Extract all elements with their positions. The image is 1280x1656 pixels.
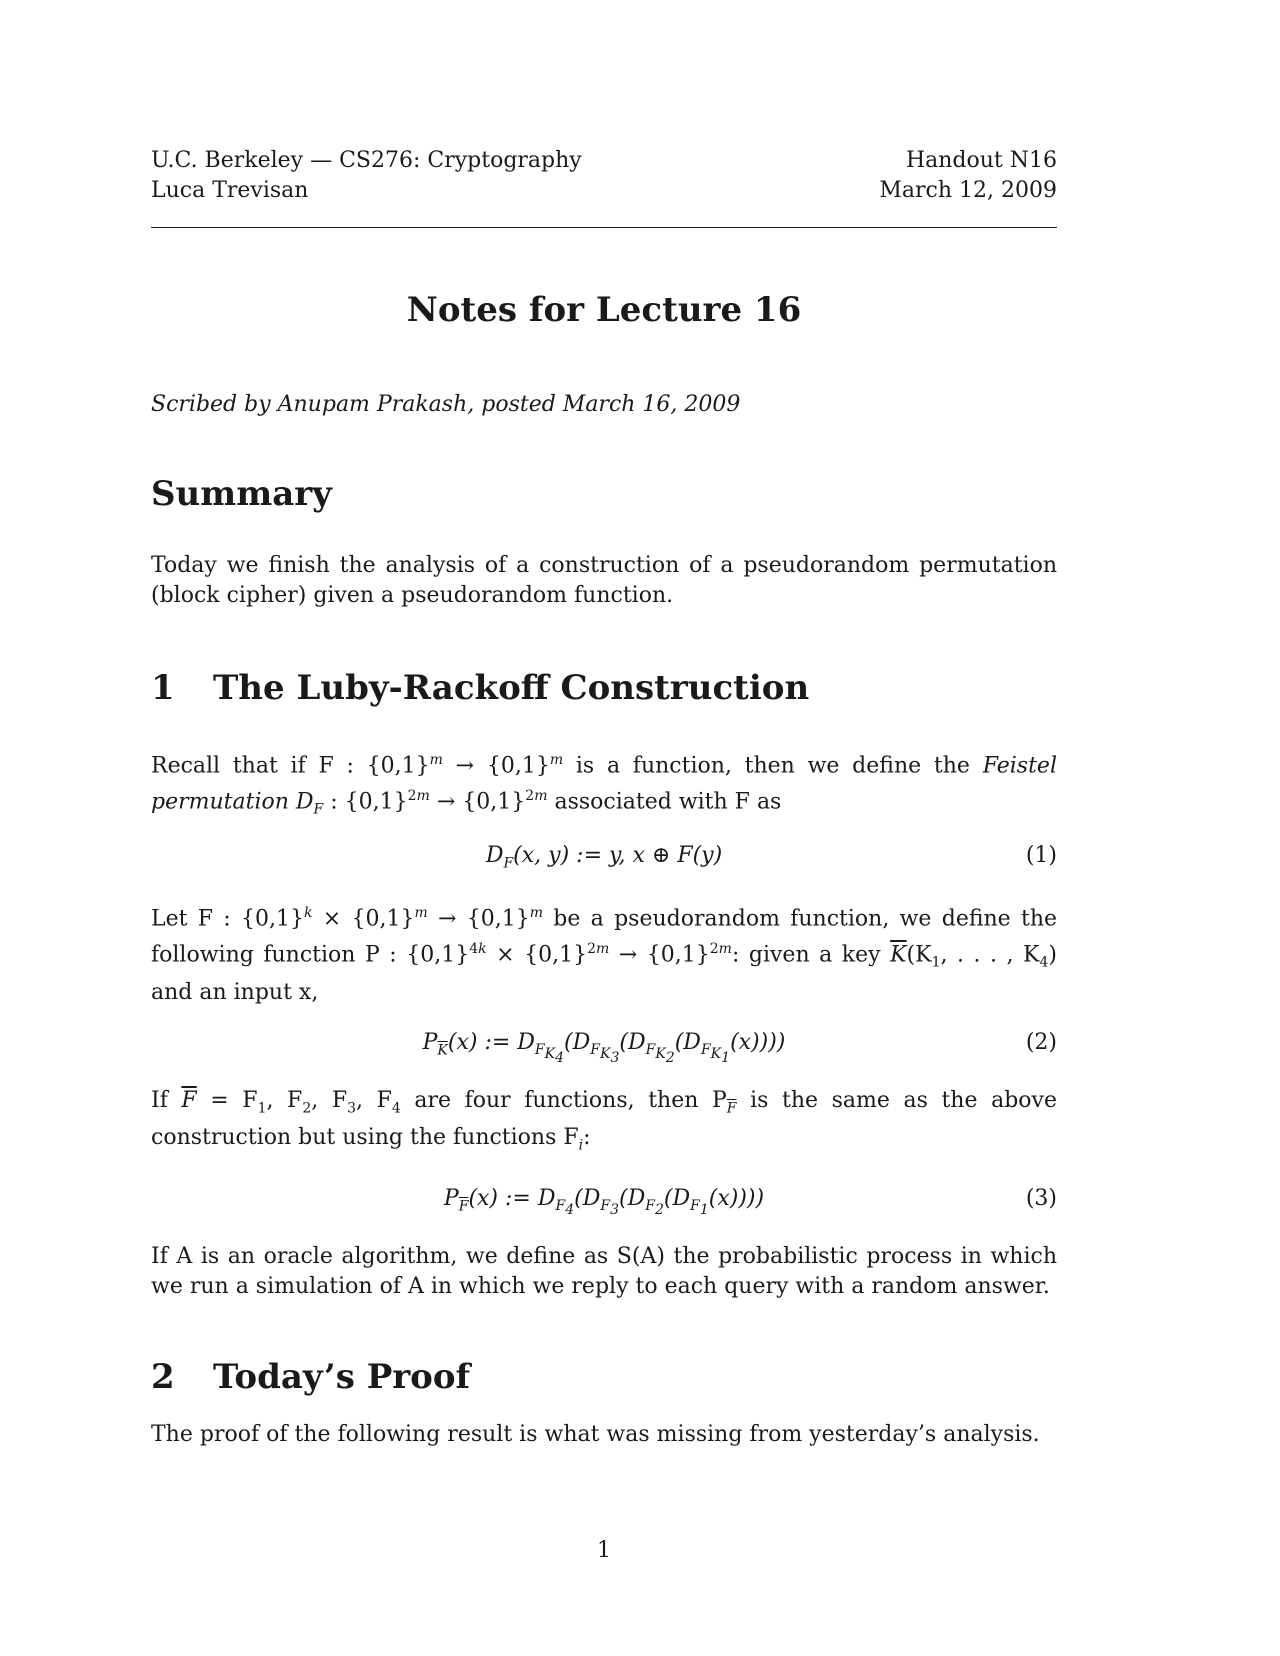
- oracle-paragraph: If A is an oracle algorithm, we define as S(A) the probabilistic process in which we run a simulation of A in which we reply to each query with a random answer.: [151, 1244, 1057, 1299]
- equation-3-tag: (3): [1025, 1186, 1057, 1211]
- equation-2-tag: (2): [1025, 1030, 1057, 1055]
- equation-2: [151, 1030, 1057, 1064]
- page-number: 1: [597, 1538, 611, 1563]
- section-1-heading: [151, 668, 809, 708]
- handout-number: Handout N16: [905, 148, 1057, 173]
- proof-intro-paragraph: The proof of the following result is what was missing from yesterday’s analysis.: [151, 1422, 1040, 1447]
- summary-heading: Summary: [151, 474, 332, 514]
- section-2-heading: [151, 1357, 470, 1397]
- header-right: [879, 146, 1057, 206]
- instructor-line: Luca Trevisan: [151, 178, 309, 203]
- four-functions-paragraph: If $\overline{F} = F_1$, $F_2$, $F_3$, $F_4$ are four functions, then $P_{\overline{F}}$ is the same as the above construction but using the functions $F_i$:: [151, 1088, 1057, 1154]
- equation-1-body: $D_F(x$, y) := y, x ⊕ F(y): [485, 843, 723, 872]
- prf-definition-paragraph: Let F : $\{0,1\}^k \times \{0,1\}^m \to \{0,1\}^m$ be a pseudorandom function, we define the following function P : $\{0,1\}^{4k} \times \{0,1\}^{2m} \to \{0,1\}^{2m}$: given a key $\overline{K}(K_1$, . . . , $K_4$) and an input x,: [151, 905, 1058, 1006]
- course-line: U.C. Berkeley — CS276: Cryptography: [151, 148, 582, 173]
- section-2-title: Today’s Proof: [213, 1357, 471, 1397]
- header-rule: [151, 227, 1057, 228]
- equation-3: [151, 1186, 1057, 1220]
- equation-1: [151, 843, 1057, 877]
- section-1-title: The Luby-Rackoff Construction: [213, 668, 810, 708]
- handout-date: March 12, 2009: [879, 178, 1057, 203]
- page-title: Notes for Lecture 16: [406, 290, 802, 330]
- equation-1-tag: (1): [1025, 843, 1057, 868]
- feistel-paragraph: Recall that if F : $\{0,1\}^m \to \{0,1\}^m$ is a function, then we define the Feistel permutation $D_F$ : $\{0,1\}^{2m} \to \{0,1\}^{2m}$ associated with F as: [151, 752, 1057, 819]
- equation-3-body: $P_{\overline{F}}(x)$ := $D_{F_4}(D_{F_3}(D_{F_2}(D_{F_1}(x))))$: [443, 1186, 765, 1219]
- document-page: [151, 0, 1057, 1656]
- equation-2-body: $P_{\overline{K}}(x)$ := $D_{F_{K_4}}(D_{F_{K_3}}(D_{F_{K_2}}(D_{F_{K_1}}(x))))$: [422, 1030, 786, 1066]
- header-left: [151, 146, 582, 206]
- scribe-line: Scribed by Anupam Prakash, posted March 16, 2009: [151, 392, 741, 417]
- summary-paragraph: Today we finish the analysis of a construction of a pseudorandom permutation (block cipher) given a pseudorandom function.: [151, 553, 1057, 608]
- section-2-number: 2: [151, 1357, 175, 1397]
- section-1-number: 1: [151, 668, 175, 708]
